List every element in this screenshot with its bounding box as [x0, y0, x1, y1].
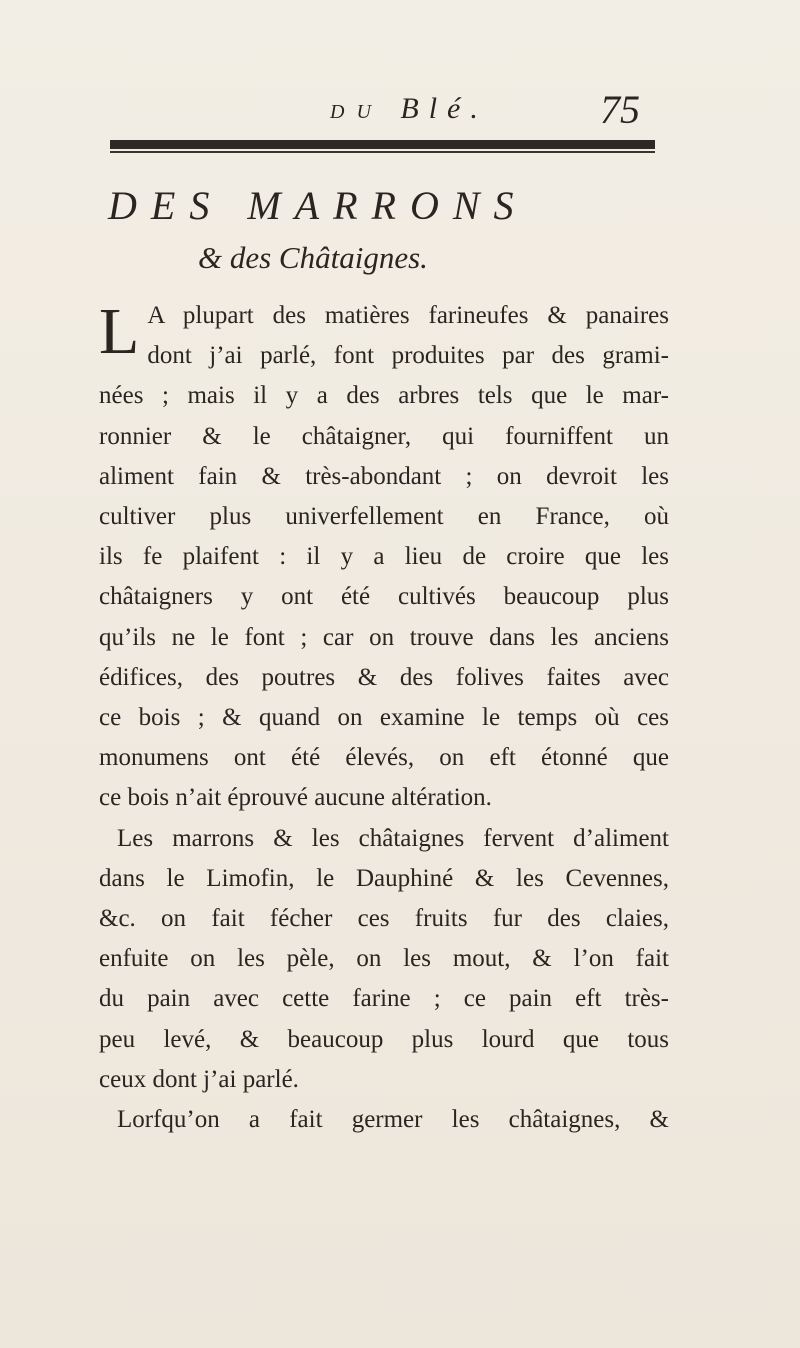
text-line: ce bois ; & quand on examine le temps où ces [99, 704, 669, 732]
text-line: monumens ont été élevés, on eft étonné que [99, 744, 669, 772]
text-line: aliment fain & très-abondant ; on devroit les [99, 462, 669, 490]
text-line: A plupart des matières farineufes & panaires [147, 302, 669, 329]
chapter-title: DES MARRONS [108, 183, 528, 228]
text-line: peu levé, & beaucoup plus lourd que tous [99, 1025, 669, 1053]
text-line: ceux dont j’ai parlé. [99, 1065, 299, 1093]
paragraph-2 [99, 819, 669, 1100]
drop-cap: L [99, 295, 140, 368]
running-head [330, 92, 590, 126]
text-line: qu’ils ne le font ; car on trouve dans les anciens [99, 623, 669, 651]
paragraph-3 [99, 1100, 669, 1140]
header-rule-thin [110, 151, 655, 153]
text-line: du pain avec cette farine ; ce pain eft très- [99, 985, 669, 1013]
running-head-center: Blé. [400, 92, 488, 125]
text-line: édifices, des poutres & des folives faites avec [99, 663, 669, 691]
text-line: cultiver plus univerfellement en France, où [99, 503, 669, 531]
header-rule-thick [110, 140, 655, 149]
text-line: &c. on fait fécher ces fruits fur des claies, [99, 905, 669, 933]
text-line: Lorfqu’on a fait germer les châtaignes, & [117, 1106, 669, 1134]
text-line: dont j’ai parlé, font produites par des grami- [147, 342, 669, 370]
text-line: ils fe plaifent : il y a lieu de croire que les [99, 543, 669, 571]
paragraph-1 [99, 296, 669, 819]
text-line: Les marrons & les châtaignes fervent d’aliment [117, 824, 669, 852]
chapter-subtitle: & des Châtaignes. [198, 240, 428, 275]
text-line: châtaigners y ont été cultivés beaucoup plus [99, 583, 669, 611]
text-line: enfuite on les pèle, on les mout, & l’on fait [99, 945, 669, 973]
text-line: nées ; mais il y a des arbres tels que le mar- [99, 382, 669, 410]
body-text [99, 296, 669, 1140]
text-line: ronnier & le châtaigner, qui fourniffent un [99, 422, 669, 450]
page-number: 75 [600, 87, 640, 132]
running-head-left: DU [330, 101, 383, 123]
text-line: dans le Limofin, le Dauphiné & les Cevennes, [99, 864, 669, 892]
text-line: ce bois n’ait éprouvé aucune altération. [99, 784, 492, 812]
